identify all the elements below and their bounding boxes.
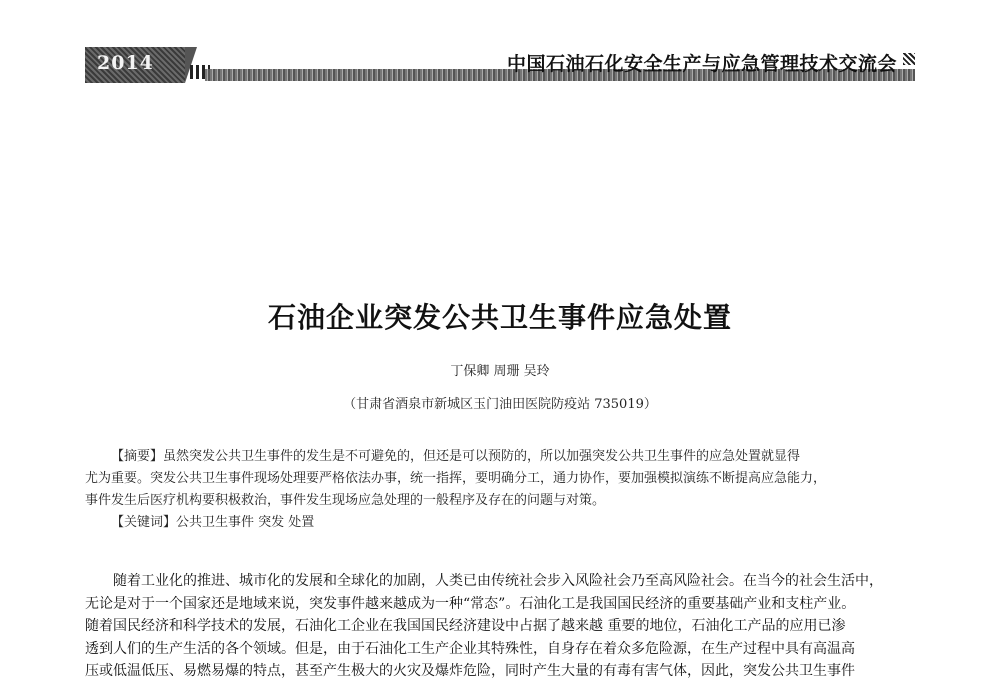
abstract-line-3: 事件发生后医疗机构要积极救治，事件发生现场应急处理的一般程序及存在的问题与对策。 xyxy=(85,493,606,508)
body-line-2: 无论是对于一个国家还是地域来说，突发事件越来越成为一种“常态”。石油化工是我国国民经济的重要基础产业和支柱产业。 xyxy=(85,595,856,612)
header-year: 2014 xyxy=(97,52,154,74)
abstract-line-2: 尤为重要。突发公共卫生事件现场处理要严格依法办事，统一指挥，要明确分工，通力协作，要加强模拟演练不断提高应急能力， xyxy=(85,471,827,486)
header-corner-decoration xyxy=(903,53,915,65)
paper-title: 石油企业突发公共卫生事件应急处置 xyxy=(267,301,732,334)
header-band xyxy=(85,47,915,83)
keywords-text: 公共卫生事件 突发 处置 xyxy=(176,515,315,530)
body-line-4: 透到人们的生产生活的各个领域。但是，由于石油化工生产企业其特殊性，自身存在着众多危险源，在生产过程中具有高温高 xyxy=(85,640,855,657)
keywords-line xyxy=(85,512,915,534)
abstract-line-1: 【摘要】虽然突发公共卫生事件的发生是不可避免的，但还是可以预防的，所以加强突发公共卫生事件的应急处置就显得 xyxy=(111,449,801,464)
body-line-5: 压或低温低压、易燃易爆的特点，甚至产生极大的火灾及爆炸危险，同时产生大量的有毒有害气体，因此，突发公共卫生事件 xyxy=(85,663,855,679)
abstract-section xyxy=(85,446,915,534)
body-line-3: 随着国民经济和科学技术的发展，石油化工企业在我国国民经济建设中占据了越来越 重要的地位，石油化工产品的应用已渗 xyxy=(85,618,846,634)
body-line-1: 随着工业化的推进、城市化的发展和全球化的加剧，人类已由传统社会步入风险社会乃至高风险社会。在当今的社会生活中， xyxy=(113,573,883,589)
header-conference-title: 中国石油石化安全生产与应急管理技术交流会 xyxy=(506,53,897,75)
paper-affiliation: （甘肃省酒泉市新城区玉门油田医院防疫站 735019） xyxy=(343,397,657,412)
keywords-label: 【关键词】 xyxy=(111,515,177,530)
body-paragraph xyxy=(85,570,915,683)
paper-authors: 丁保卿 周珊 吴玲 xyxy=(450,364,550,379)
abstract-label: 【摘要】 xyxy=(111,449,164,464)
